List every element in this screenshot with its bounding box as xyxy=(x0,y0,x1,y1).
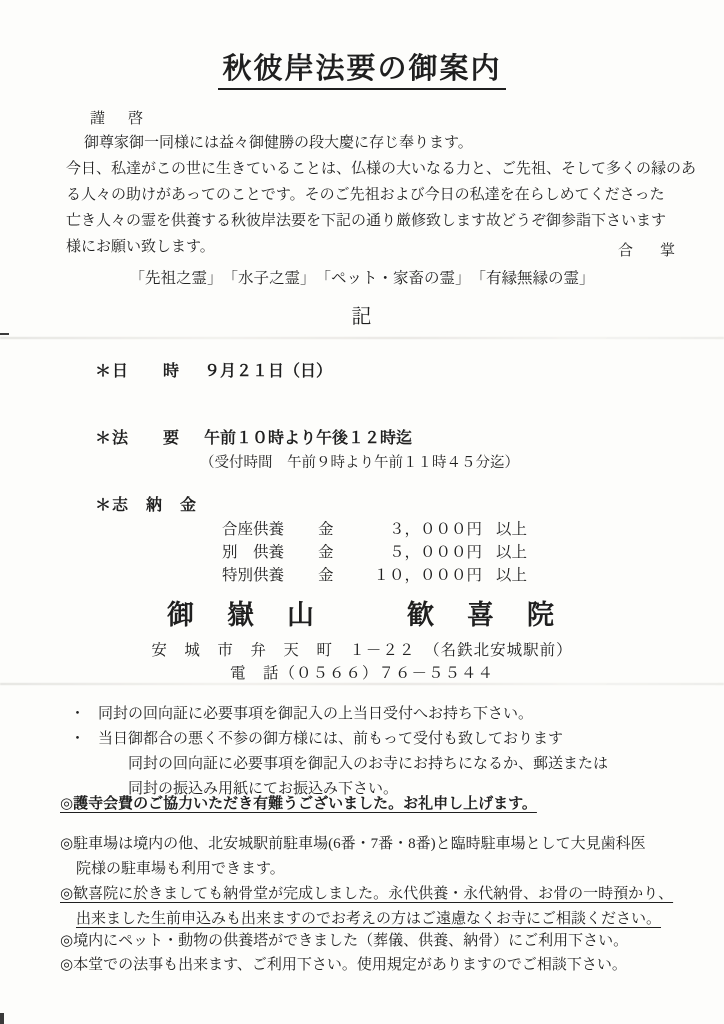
note-1-text: 同封の回向証に必要事項を御記入の上当日受付へお持ち下さい。 xyxy=(98,706,534,722)
fee-suffix: 以上 xyxy=(496,567,528,584)
fee-row-betsu xyxy=(222,541,527,564)
reception-note: （受付時間 午前９時より午前１１時４５分迄） xyxy=(200,455,519,471)
note-2-continuation-2: 同封の振込み用紙にてお振込み下さい。 xyxy=(128,781,399,797)
scan-corner-mark xyxy=(0,1013,4,1024)
body-line-3: 亡き人々の霊を供養する秋彼岸法要を下記の通り厳修致します故どうぞ御参詣下さいます xyxy=(66,213,667,229)
date-value: ９月２１日（日） xyxy=(204,363,333,380)
fee-name: 別 供養 xyxy=(222,544,285,561)
document-title: 秋彼岸法要の御案内 xyxy=(0,46,724,87)
fold-line-artifact xyxy=(0,683,724,685)
fee-currency: 金 xyxy=(318,521,334,538)
temple-address: 安 城 市 弁 天 町 １－２２ （名鉄北安城駅前） xyxy=(151,642,573,659)
fee-amount: ３，０００円 xyxy=(388,521,482,538)
fee-row-tokubetsu xyxy=(222,564,527,587)
fee-amount: ５，０００円 xyxy=(388,544,482,561)
gojikai-thanks-line: ◎護寺会費のご協力いただき有難うございました。お礼申し上げます。 xyxy=(60,796,537,812)
bullet-icon: ・ xyxy=(70,731,86,747)
fee-name: 特別供養 xyxy=(222,567,285,584)
fee-label: ＊志 納 金 xyxy=(95,497,198,514)
scan-edge-mark xyxy=(0,333,9,335)
closing-gassho: 合 掌 xyxy=(618,243,682,259)
parking-announcement-line-1: ◎駐車場は境内の他、北安城駅前駐車場(6番・7番・8番)と臨時駐車場として大見歯科医 xyxy=(60,836,646,852)
note-2-text: 当日御都合の悪く不参の御方様には、前もって受付も致しております xyxy=(98,731,564,747)
greeting-line: 御尊家御一同様には益々御健勝の段大慶に存じ奉ります。 xyxy=(84,135,473,151)
hondo-announcement: ◎本堂での法事も出来ます、ご利用下さい。使用規定がありますのでご相談下さい。 xyxy=(60,957,627,973)
temple-name: 御 嶽 山 歓 喜 院 xyxy=(167,600,557,630)
body-line-2: る人々の助けがあってのことです。そのご先祖および今日の私達を在らしめてくださった xyxy=(66,187,665,203)
body-line-1: 今日、私達がこの世に生きていることは、仏様の大いなる力と、ご先祖、そして多くの縁のあ xyxy=(66,161,697,177)
nokotsudo-announcement-line-2: 出来ました生前申込みも出来ますのでお考えの方はご遠慮なくお寺にご相談ください。 xyxy=(76,911,662,927)
temple-phone: 電 話（０５６６）７６－５５４４ xyxy=(229,665,494,682)
fee-amount: １０，０００円 xyxy=(373,567,482,584)
nokotsudo-announcement-line-1: ◎歓喜院に於きましても納骨堂が完成しました。永代供養・永代納骨、お骨の一時預かり、 xyxy=(60,886,674,902)
parking-announcement-line-2: 院様の駐車場も利用できます。 xyxy=(76,861,285,877)
fold-line-artifact xyxy=(0,337,724,339)
service-value: 午前１０時より午後１２時迄 xyxy=(204,430,413,447)
fee-currency: 金 xyxy=(318,544,334,561)
pet-memorial-announcement: ◎境内にペット・動物の供養塔ができました（葬儀、供養、納骨）にご利用下さい。 xyxy=(60,933,629,949)
body-line-4: 様にお願い致します。 xyxy=(66,239,215,255)
spirits-line: 「先祖之霊」 「水子之霊」 「ペット・家畜の霊」 「有縁無縁の霊」 xyxy=(129,270,595,287)
bullet-icon: ・ xyxy=(70,706,86,722)
fee-suffix: 以上 xyxy=(496,544,528,561)
date-label: ＊日 時 xyxy=(95,363,181,380)
record-marker: 記 xyxy=(351,306,373,328)
note-2 xyxy=(70,726,563,752)
salutation: 謹 啓 xyxy=(90,111,148,127)
note-2-continuation-1: 同封の回向証に必要事項を御記入のお寺にお持ちになるか、郵送または xyxy=(128,756,609,772)
note-1 xyxy=(70,701,533,727)
fee-suffix: 以上 xyxy=(496,521,528,538)
service-label: ＊法 要 xyxy=(95,430,181,447)
fee-row-gouza xyxy=(222,518,527,541)
fee-name: 合座供養 xyxy=(222,521,285,538)
fee-currency: 金 xyxy=(318,567,334,584)
